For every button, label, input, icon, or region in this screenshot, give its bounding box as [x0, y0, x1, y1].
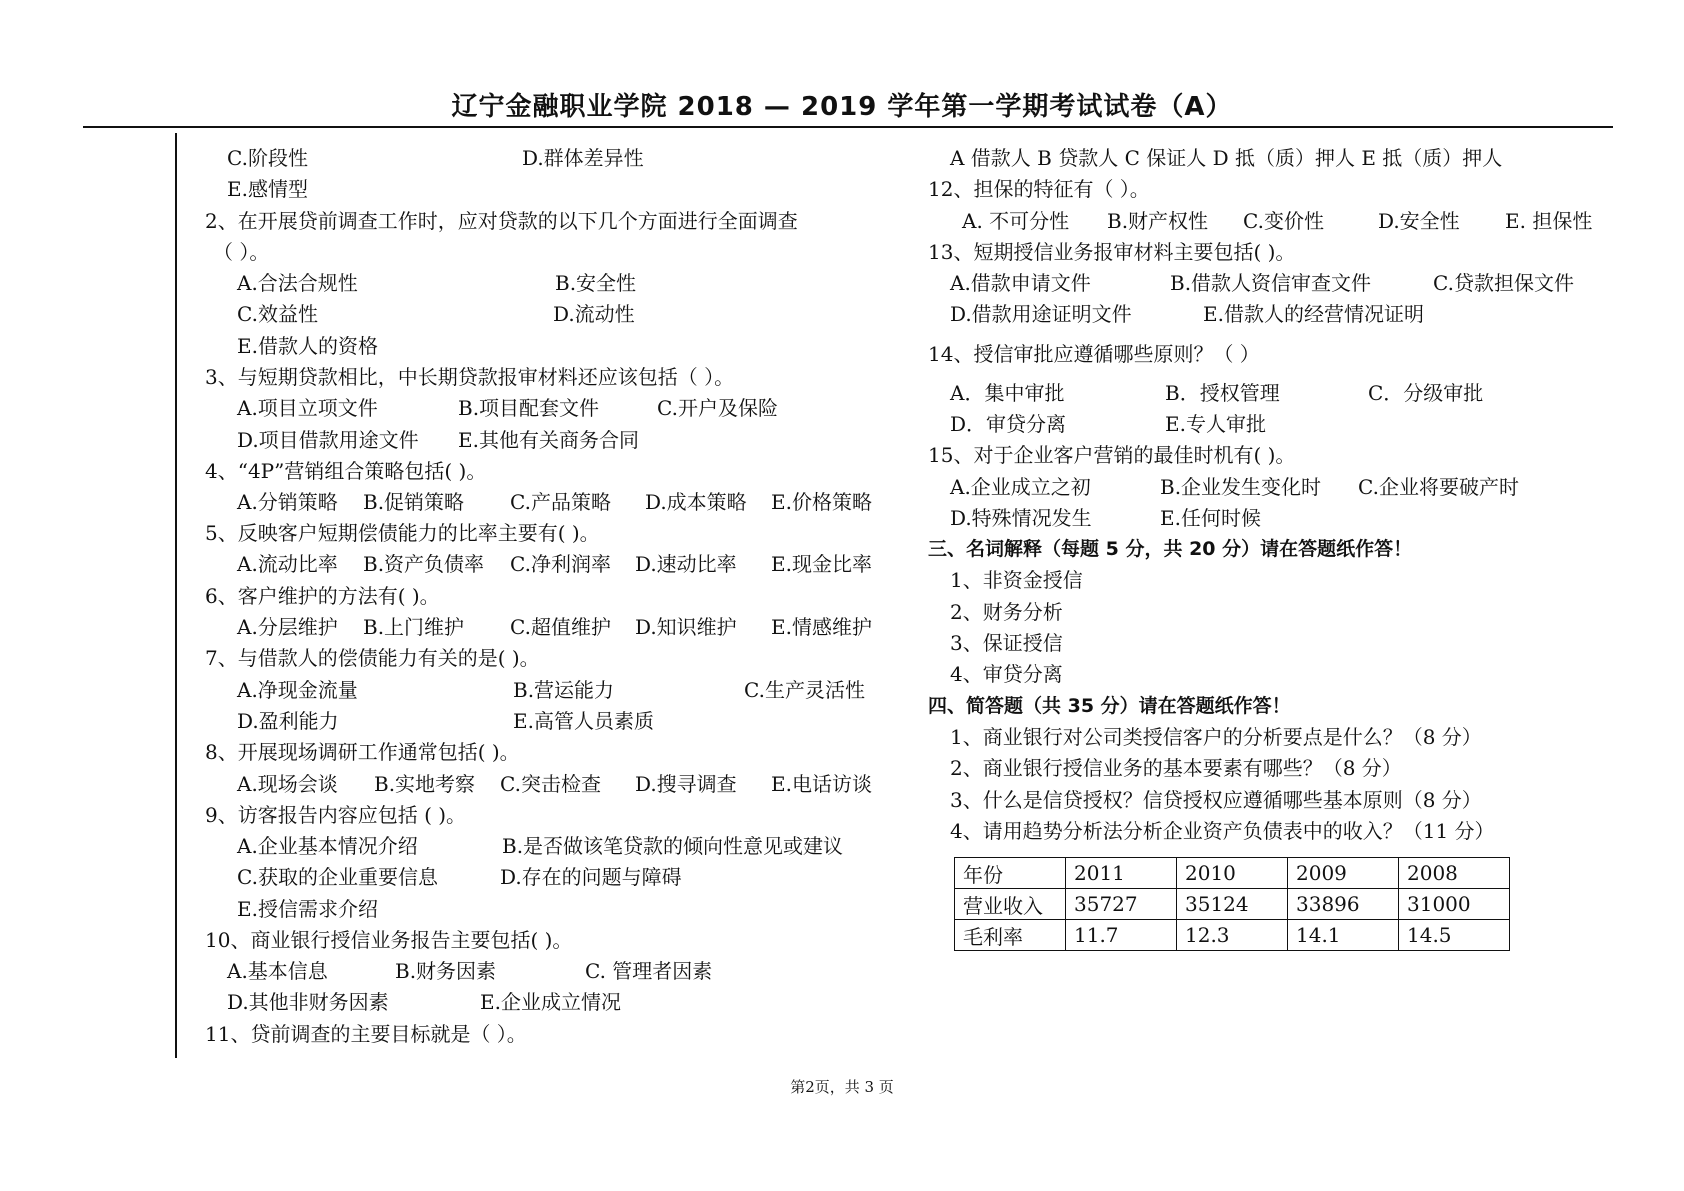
table-cell: 2011: [1066, 858, 1177, 889]
q14-option-a: A．集中审批: [950, 381, 1065, 405]
question-2-paren: （ ）。: [213, 240, 270, 264]
q3-option-b: B.项目配套文件: [458, 396, 600, 420]
q9-option-c: C.获取的企业重要信息: [237, 865, 438, 889]
q8-option-e: E.电话访谈: [771, 772, 872, 796]
q14-option-d: D．审贷分离: [950, 412, 1067, 436]
q8-option-d: D.搜寻调查: [635, 772, 737, 796]
table-cell: 2008: [1399, 858, 1510, 889]
q13-option-a: A.借款申请文件: [950, 271, 1091, 295]
q12-option-a: A. 不可分性: [962, 209, 1070, 233]
q15-option-c: C.企业将要破产时: [1358, 475, 1519, 499]
question-13: 13、短期授信业务报审材料主要包括( )。: [928, 240, 1296, 264]
q9-option-a: A.企业基本情况介绍: [237, 834, 418, 858]
q15-option-b: B.企业发生变化时: [1160, 475, 1322, 499]
section-3-heading: 三、名词解释（每题 5 分，共 20 分）请在答题纸作答！: [928, 538, 1413, 560]
table-cell: 2009: [1288, 858, 1399, 889]
q7-option-a: A.净现金流量: [237, 678, 358, 702]
q5-option-b: B.资产负债率: [363, 552, 485, 576]
q14-option-e: E.专人审批: [1165, 412, 1266, 436]
q3-option-a: A.项目立项文件: [237, 396, 378, 420]
binding-margin-line: [175, 133, 177, 1058]
q3-option-d: D.项目借款用途文件: [237, 428, 419, 452]
question-7: 7、与借款人的偿债能力有关的是( )。: [205, 646, 540, 670]
q13-option-b: B.借款人资信审查文件: [1170, 271, 1372, 295]
q8-option-a: A.现场会谈: [237, 772, 338, 796]
q10-option-b: B.财务因素: [395, 959, 497, 983]
q3-option-e: E.其他有关商务合同: [458, 428, 639, 452]
table-cell: 营业收入: [955, 889, 1066, 920]
question-6: 6、客户维护的方法有( )。: [205, 584, 440, 608]
q4-option-a: A.分销策略: [237, 490, 338, 514]
table-cell: 年份: [955, 858, 1066, 889]
table-cell: 12.3: [1177, 920, 1288, 951]
q12-option-c: C.变价性: [1243, 209, 1324, 233]
table-cell: 11.7: [1066, 920, 1177, 951]
q7-option-d: D.盈利能力: [237, 709, 339, 733]
table-row: [955, 920, 1510, 951]
q3-option-c: C.开户及保险: [657, 396, 778, 420]
q2-option-a: A.合法合规性: [237, 271, 358, 295]
table-row: [955, 858, 1510, 889]
q12-option-d: D.安全性: [1378, 209, 1460, 233]
q7-option-c: C.生产灵活性: [744, 678, 865, 702]
option-c: C.阶段性: [227, 146, 308, 170]
q5-option-d: D.速动比率: [635, 552, 737, 576]
q4-option-e: E.价格策略: [771, 490, 872, 514]
q8-option-c: C.突击检查: [500, 772, 601, 796]
q14-option-b: B．授权管理: [1165, 381, 1280, 405]
q10-option-c: C. 管理者因素: [585, 959, 713, 983]
q8-option-b: B.实地考察: [374, 772, 476, 796]
q12-option-b: B.财产权性: [1107, 209, 1209, 233]
question-4: 4、“4P”营销组合策略包括( )。: [205, 459, 487, 483]
q9-option-e: E.授信需求介绍: [237, 897, 378, 921]
table-cell: 35727: [1066, 889, 1177, 920]
short-answer-item: 2、商业银行授信业务的基本要素有哪些？（8 分）: [950, 756, 1402, 780]
q12-option-e: E. 担保性: [1505, 209, 1593, 233]
table-cell: 35124: [1177, 889, 1288, 920]
question-5: 5、反映客户短期偿债能力的比率主要有( )。: [205, 521, 600, 545]
q15-option-d: D.特殊情况发生: [950, 506, 1092, 530]
q14-option-c: C．分级审批: [1368, 381, 1484, 405]
q7-option-e: E.高管人员素质: [513, 709, 654, 733]
q13-option-c: C.贷款担保文件: [1433, 271, 1574, 295]
q9-option-b: B.是否做该笔贷款的倾向性意见或建议: [502, 834, 844, 858]
q10-option-a: A.基本信息: [227, 959, 328, 983]
q9-option-d: D.存在的问题与障碍: [500, 865, 682, 889]
question-9: 9、访客报告内容应包括 ( )。: [205, 803, 467, 827]
question-14: 14、授信审批应遵循哪些原则？（ ）: [928, 342, 1260, 366]
table-cell: 2010: [1177, 858, 1288, 889]
question-11: 11、贷前调查的主要目标就是（ ）。: [205, 1022, 527, 1046]
q4-option-b: B.促销策略: [363, 490, 465, 514]
question-2: 2、在开展贷前调查工作时，应对贷款的以下几个方面进行全面调查: [205, 209, 798, 233]
question-12: 12、担保的特征有（ ）。: [928, 177, 1150, 201]
table-cell: 14.1: [1288, 920, 1399, 951]
short-answer-item: 3、什么是信贷授权？信贷授权应遵循哪些基本原则（8 分）: [950, 788, 1482, 812]
q4-option-d: D.成本策略: [645, 490, 747, 514]
table-cell: 毛利率: [955, 920, 1066, 951]
q4-option-c: C.产品策略: [510, 490, 611, 514]
table-row: [955, 889, 1510, 920]
short-answer-item: 4、请用趋势分析法分析企业资产负债表中的收入？（11 分）: [950, 819, 1495, 843]
q11-options: A 借款人 B 贷款人 C 保证人 D 抵（质）押人 E 抵（质）押人: [950, 146, 1503, 170]
q15-option-a: A.企业成立之初: [950, 475, 1091, 499]
term-item: 1、非资金授信: [950, 568, 1083, 592]
short-answer-item: 1、商业银行对公司类授信客户的分析要点是什么？（8 分）: [950, 725, 1482, 749]
option-e: E.感情型: [227, 177, 308, 201]
page-number: 第2页，共 3 页: [790, 1078, 894, 1096]
table-cell: 14.5: [1399, 920, 1510, 951]
q2-option-e: E.借款人的资格: [237, 334, 378, 358]
q6-option-b: B.上门维护: [363, 615, 465, 639]
q15-option-e: E.任何时候: [1160, 506, 1261, 530]
q5-option-e: E.现金比率: [771, 552, 872, 576]
section-4-heading: 四、简答题（共 35 分）请在答题纸作答！: [928, 695, 1291, 717]
q2-option-d: D.流动性: [553, 302, 635, 326]
q13-option-e: E.借款人的经营情况证明: [1203, 302, 1424, 326]
question-10: 10、商业银行授信业务报告主要包括( )。: [205, 928, 573, 952]
q6-option-e: E.情感维护: [771, 615, 872, 639]
q13-option-d: D.借款用途证明文件: [950, 302, 1132, 326]
q2-option-c: C.效益性: [237, 302, 318, 326]
exam-title: 辽宁金融职业学院 2018 — 2019 学年第一学期考试试卷（A）: [451, 92, 1233, 122]
header-rule: [83, 126, 1613, 128]
question-3: 3、与短期贷款相比，中长期贷款报审材料还应该包括（ ）。: [205, 365, 735, 389]
question-8: 8、开展现场调研工作通常包括( )。: [205, 740, 520, 764]
q10-option-d: D.其他非财务因素: [227, 990, 389, 1014]
term-item: 2、财务分析: [950, 600, 1063, 624]
term-item: 3、保证授信: [950, 631, 1063, 655]
q2-option-b: B.安全性: [555, 271, 637, 295]
question-15: 15、对于企业客户营销的最佳时机有( )。: [928, 443, 1296, 467]
q6-option-a: A.分层维护: [237, 615, 338, 639]
revenue-table: [954, 857, 1510, 951]
q6-option-c: C.超值维护: [510, 615, 611, 639]
q6-option-d: D.知识维护: [635, 615, 737, 639]
term-item: 4、审贷分离: [950, 662, 1063, 686]
q10-option-e: E.企业成立情况: [480, 990, 621, 1014]
table-cell: 33896: [1288, 889, 1399, 920]
q5-option-a: A.流动比率: [237, 552, 338, 576]
q5-option-c: C.净利润率: [510, 552, 611, 576]
option-d: D.群体差异性: [522, 146, 644, 170]
q7-option-b: B.营运能力: [513, 678, 615, 702]
table-cell: 31000: [1399, 889, 1510, 920]
